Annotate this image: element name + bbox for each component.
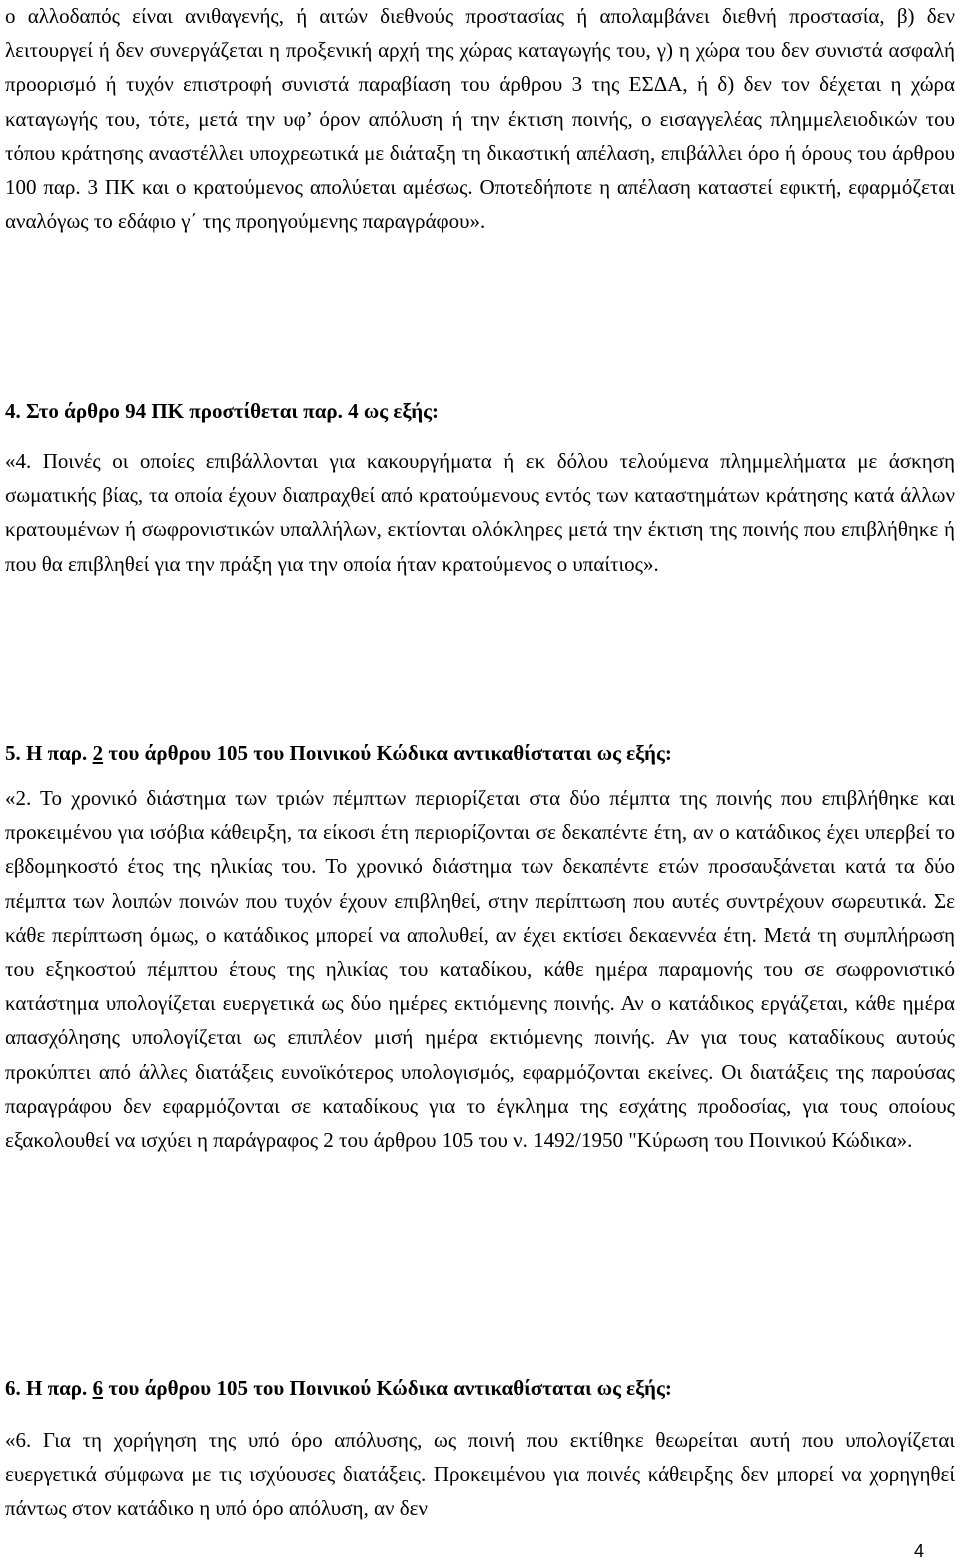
section-6-heading-number: 6 (92, 1376, 104, 1400)
section-5-heading-prefix: 5. Η παρ. (5, 741, 93, 765)
section-5-heading (5, 736, 672, 770)
page-number: 4 (913, 1541, 924, 1561)
section-4-body: «4. Ποινές οι οποίες επιβάλλονται για κακουργήματα ή εκ δόλου τελούμενα πλημμελήματα με άσκηση σωματικής βίας, τα οποία έχουν διαπραχθεί από κρατούμενους εντός των καταστημάτων κράτησης κατά άλλων κρατουμένων ή σωφρονιστικών υπαλλήλων, εκτίονται ολόκληρες μετά την έκτιση της ποινής που επιβλήθηκε ή που θα επιβληθεί για την πράξη για την οποία ήταν κρατούμενος ο υπαίτιος». (5, 449, 955, 576)
section-6-heading-suffix: του άρθρου 105 του Ποινικού Κώδικα αντικαθίσταται ως εξής: (103, 1376, 672, 1400)
section-6-body: «6. Για τη χορήγηση της υπό όρο απόλυσης, ως ποινή που εκτίθηκε θεωρείται αυτή που υπολογίζεται ευεργετικά σύμφωνα με τις ισχύουσες διατάξεις. Προκειμένου για ποινές κάθειρξης δεν μπορεί να χορηγηθεί πάντως στον κατάδικο η υπό όρο απόλυση, αν δεν (5, 1428, 955, 1521)
section-6-heading-prefix: 6. Η παρ. (5, 1376, 93, 1400)
section-5-heading-number: 2 (92, 741, 104, 765)
section-5-heading-suffix: του άρθρου 105 του Ποινικού Κώδικα αντικαθίσταται ως εξής: (103, 741, 672, 765)
section-5-body: «2. Το χρονικό διάστημα των τριών πέμπτων περιορίζεται στα δύο πέμπτα της ποινής που επιβλήθηκε και προκειμένου για ισόβια κάθειρξη, τα είκοσι έτη περιορίζονται σε δεκαπέντε έτη, αν ο κατάδικος έχει υπερβεί το εβδομηκοστό έτος της ηλικίας του. Το χρονικό διάστημα των δεκαπέντε ετών προσαυξάνεται κατά τα δύο πέμπτα των λοιπών ποινών που τυχόν έχουν επιβληθεί, στην περίπτωση που αυτές συντρέχουν σωρευτικά. Σε κάθε περίπτωση όμως, ο κατάδικος μπορεί να απολυθεί, αν έχει εκτίσει δεκαεννέα έτη. Μετά τη συμπλήρωση του εξηκοστού πέμπτου έτους της ηλικίας του καταδίκου, κάθε ημέρα παραμονής του σε σωφρονιστικό κατάστημα υπολογίζεται ευεργετικά ως δύο ημέρες εκτιόμενης ποινής. Αν ο κατάδικος εργάζεται, κάθε ημέρα απασχόλησης υπολογίζεται ως επιπλέον μισή ημέρα εκτιόμενης ποινής. Αν για τους καταδίκους αυτούς προκύπτει από άλλες διατάξεις ευνοϊκότερος υπολογισμός, εφαρμόζονται εκείνες. Οι διατάξεις της παρούσας παραγράφου δεν εφαρμόζονται σε καταδίκους για το έγκλημα της εσχάτης προδοσίας, για τους οποίους εξακολουθεί να ισχύει η παράγραφος 2 του άρθρου 105 του ν. 1492/1950 "Κύρωση του Ποινικού Κώδικα». (5, 786, 955, 1153)
continuation-paragraph: ο αλλοδαπός είναι ανιθαγενής, ή αιτών διεθνούς προστασίας ή απολαμβάνει διεθνή προστασία, β) δεν λειτουργεί ή δεν συνεργάζεται η προξενική αρχή της χώρας καταγωγής του, γ) η χώρα του δεν συνιστά ασφαλή προορισμό ή τυχόν επιστροφή συνιστά παραβίαση του άρθρου 3 της ΕΣΔΑ, ή δ) δεν τον δέχεται η χώρα καταγωγής του, τότε, μετά την υφ’ όρον απόλυση ή την έκτιση ποινής, ο εισαγγελέας πλημμελειοδικών του τόπου κράτησης αναστέλλει υποχρεωτικά με διάταξη τη δικαστική απέλαση, επιβάλλει όρο ή όρους του άρθρου 100 παρ. 3 ΠΚ και ο κρατούμενος απολύεται αμέσως. Οποτεδήποτε η απέλαση καταστεί εφικτή, εφαρμόζεται αναλόγως το εδάφιο γ΄ της προηγούμενης παραγράφου». (5, 4, 955, 234)
section-4-heading: 4. Στο άρθρο 94 ΠΚ προστίθεται παρ. 4 ως εξής: (5, 399, 440, 423)
section-6-heading (5, 1371, 672, 1405)
